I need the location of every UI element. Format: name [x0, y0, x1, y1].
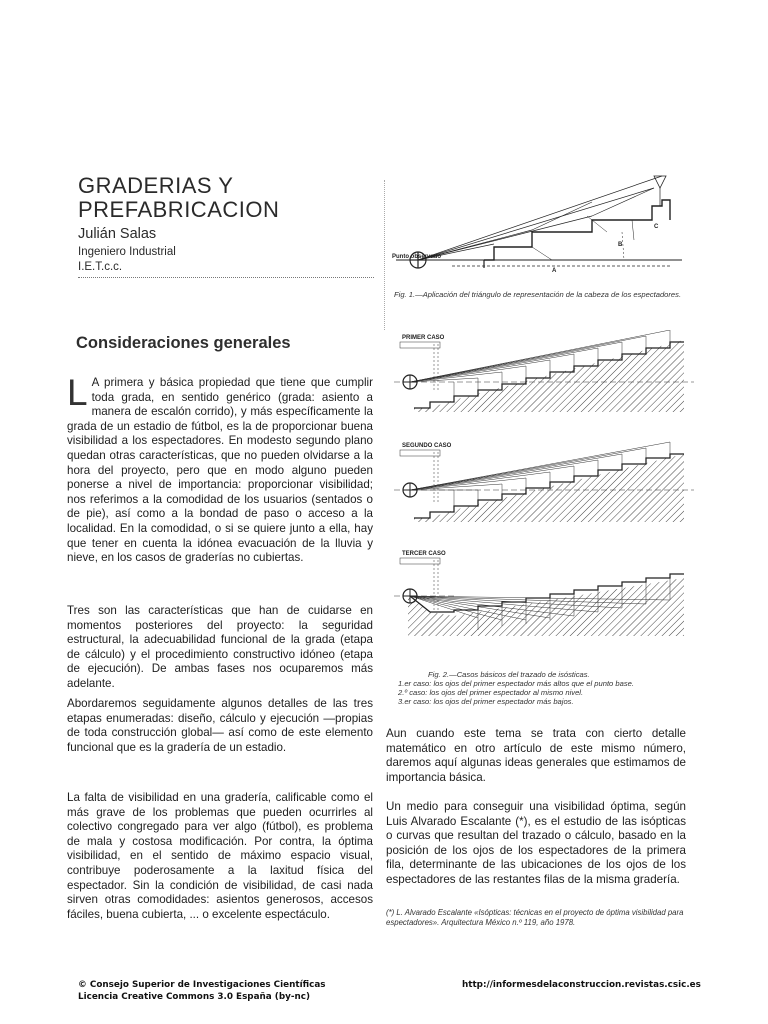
figure-1-caption: Fig. 1.—Aplicación del triángulo de representación de la cabeza de los espectadores.: [394, 290, 682, 299]
label-b: B: [618, 242, 623, 248]
title-divider: [78, 277, 374, 278]
label-a: A: [552, 268, 557, 274]
case-1-diagram: [394, 330, 694, 412]
affiliation-line-1: Ingeniero Industrial: [78, 246, 176, 258]
figure-2-caption: [398, 670, 698, 706]
title-line-1: GRADERIAS Y: [78, 173, 234, 198]
article-title: [78, 174, 279, 222]
figure-2-caption-line-2: 2.º caso: los ojos del primer espectador al mismo nivel.: [398, 688, 584, 697]
paragraph-1: [67, 372, 373, 566]
footer-license: [78, 979, 326, 1003]
right-paragraph-1: Aun cuando este tema se trata con cierto detalle matemático en otro artículo de este mismo número, daremos aquí algunas ideas generales que estimamos de importancia básica.: [386, 727, 686, 784]
footer-copyright: © Consejo Superior de Investigaciones Científicas: [78, 980, 326, 990]
case-1-label: PRIMER CASO: [402, 335, 445, 341]
affiliation-line-2: I.E.T.c.c.: [78, 261, 123, 273]
figure-1-drawing: [392, 170, 692, 282]
footnote: (*) L. Alvarado Escalante «Isópticas: técnicas en el proyecto de óptima visibilidad para espectadores». Arquitectura México n.º 119, año 1978.: [386, 908, 684, 927]
right-paragraph-2: Un medio para conseguir una visibilidad óptima, según Luis Alvarado Escalante (*), es el estudio de las isópticas o curvas que resultan del trazado o cálculo, basado en la posición de los ojos de los espectadores de la primera fila, determinante de las ubicaciones de los ojos de los espectadores de las restantes filas de la misma gradería.: [386, 800, 686, 886]
figure-2-drawing: [394, 330, 694, 670]
paragraph-3: Abordaremos seguidamente algunos detalles de las tres etapas enumeradas: diseño, cálculo y ejecución —propias de toda construcción global— así como de este elemento funcional que es la gradería de un estadio.: [67, 697, 373, 754]
paragraph-1-text: A primera y básica propiedad que tiene que cumplir toda grada, en sentido genérico (grada: asiento a manera de escalón corrido), y más específicamente la grada de un estadio de fútbol, es la de proporcionar buena visibilidad a los espectadores. En modesto segundo plano quedan otras características, que no pueden olvidarse a la hora del proyecto, pero que en modo alguno pueden ponerse a nivel de importancia: proporcionar visibilidad; nos referimos a la comodidad de los usuarios (sentados o de pie), así como a la bondad de paso o acceso a la localidad. En la comodidad, o si se quiere junto a ella, hay que tener en cuenta la idónea evacuación de la lluvia y nieve, en los casos de graderías no cubiertas.: [67, 376, 373, 565]
author-affiliation: [78, 245, 176, 275]
paragraph-4: La falta de visibilidad en una gradería, calificable como el más grave de los problemas que pueden ocurrirles al colectivo congregado para ver algo (fútbol), es problema de mala y costosa modificación. Por contra, la óptima visibilidad, en el sentido de máximo espacio visual, contribuye poderosamente a la laxitud física del espectador. Sin la condición de visibilidad, de casi nada sirven otras comodidades: asientos generosos, accesos fáciles, buena cubierta, ... o excelente espectáculo.: [67, 791, 373, 921]
paragraph-2: Tres son las características que han de cuidarse en momentos posteriores del proyecto: la seguridad estructural, la adecuabilidad funcional de la grada (etapa de cálculo) y el procedimiento constructivo idóneo (etapa de ejecución). De ambas fases nos ocuparemos más adelante.: [67, 604, 373, 690]
footer-url[interactable]: http://informesdelaconstruccion.revistas.csic.es: [462, 980, 701, 990]
case-3-label: TERCER CASO: [402, 551, 446, 557]
figure-1: [392, 170, 692, 282]
figure-2-caption-line-3: 3.er caso: los ojos del primer espectador más bajos.: [398, 697, 574, 706]
footer-license-text: Licencia Creative Commons 3.0 España (by-nc): [78, 992, 310, 1002]
section-heading: Consideraciones generales: [76, 334, 291, 352]
label-observed-point: Punto observado: [392, 254, 442, 260]
drop-cap: L: [67, 372, 88, 413]
figure-2-caption-title: Fig. 2.—Casos básicos del trazado de isósticas.: [428, 670, 590, 679]
case-2-label: SEGUNDO CASO: [402, 443, 452, 449]
column-divider: [384, 180, 385, 330]
case-3-diagram: [394, 551, 684, 636]
figure-2-caption-line-1: 1.er caso: los ojos del primer espectador más altos que el punto base.: [398, 679, 634, 688]
label-c: C: [654, 224, 659, 230]
title-line-2: PREFABRICACION: [78, 197, 280, 222]
figure-2: [394, 330, 694, 670]
author-name: Julián Salas: [78, 226, 157, 242]
case-2-diagram: [394, 442, 694, 522]
